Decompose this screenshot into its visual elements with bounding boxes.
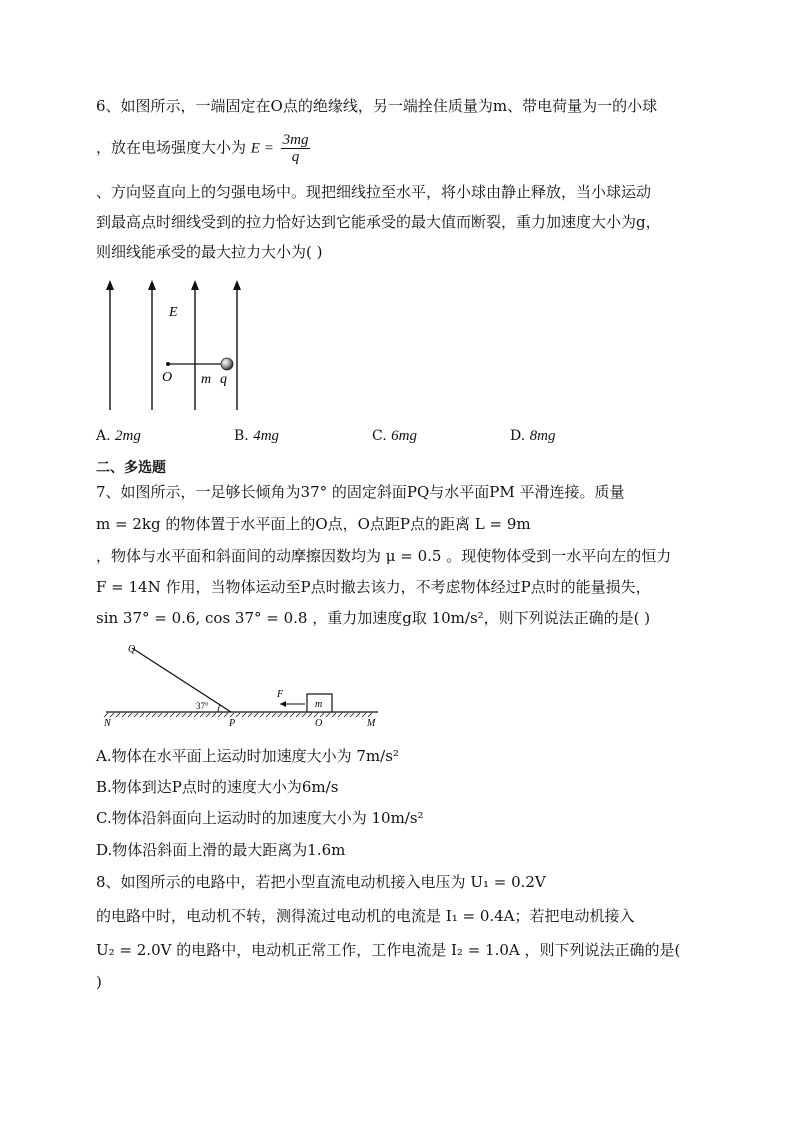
q7-stem-line-3: ，物体与水平面和斜面间的动摩擦因数均为 μ = 0.5 。现使物体受到一水平向左的恒力	[96, 547, 672, 565]
q7-hatch-mark	[308, 713, 312, 717]
q7-hatch-mark	[116, 713, 120, 717]
q7-angle-arc	[218, 705, 220, 712]
q7-hatch-mark	[260, 713, 264, 717]
q6-label-q: q	[220, 372, 227, 387]
q7-label-O: O	[315, 718, 323, 729]
q8-stem-line-1: 8、如图所示的电路中，若把小型直流电动机接入电压为 U₁ = 0.2V	[96, 873, 546, 891]
q6-formula-lhs: E =	[250, 140, 274, 157]
q6-option-a	[96, 426, 141, 446]
q7-hatch-mark	[170, 713, 174, 717]
section-heading-multiple-choice: 二、多选题	[96, 460, 166, 476]
q7-hatch-mark	[368, 713, 372, 717]
q7-hatch-mark	[128, 713, 132, 717]
q8-stem-line-2: 的电路中时，电动机不转，测得流过电动机的电流是 I₁ = 0.4A；若把电动机接入	[96, 907, 635, 925]
q6-option-a-value: 2mg	[115, 428, 141, 444]
q6-formula-numerator: 3mg	[282, 132, 309, 148]
q7-hatch-mark	[332, 713, 336, 717]
q7-hatch-mark	[158, 713, 162, 717]
q7-stem-line-5: sin 37° = 0.6, cos 37° = 0.8 ，重力加速度g取 10m/s²，则下列说法正确的是( )	[96, 609, 651, 627]
q6-option-c	[372, 426, 417, 446]
q6-option-b	[234, 426, 279, 446]
q7-figure-incline	[100, 638, 385, 730]
q7-hatch-mark	[122, 713, 126, 717]
q6-stem-line-2-text: ，放在电场强度大小为	[96, 138, 247, 157]
q6-field-lines	[106, 280, 241, 410]
q7-hatch-mark	[164, 713, 168, 717]
q6-label-m: m	[201, 372, 212, 387]
q7-hatch-mark	[284, 713, 288, 717]
q7-hatch-mark	[344, 713, 348, 717]
q7-hatch-mark	[242, 713, 246, 717]
q7-hatch-mark	[248, 713, 252, 717]
q7-hatch-mark	[254, 713, 258, 717]
q6-option-a-letter: A.	[96, 428, 111, 444]
q6-label-E: E	[169, 305, 178, 320]
q6-option-b-value: 4mg	[253, 428, 280, 444]
q7-hatch-mark	[176, 713, 180, 717]
q6-field-arrow-2	[148, 280, 156, 290]
q7-hatch-mark	[338, 713, 342, 717]
q7-hatch-mark	[218, 713, 222, 717]
q7-label-angle: 37°	[196, 701, 209, 711]
q6-stem-line-5: 则细线能承受的最大拉力大小为( )	[96, 243, 323, 261]
q7-hatch-mark	[314, 713, 318, 717]
q6-field-arrow-3	[191, 280, 199, 290]
q7-incline-surface	[132, 648, 231, 712]
q6-stem-line-4: 到最高点时细线受到的拉力恰好达到它能承受的最大值而断裂，重力加速度大小为g，	[96, 213, 661, 231]
q7-hatch-mark	[230, 713, 234, 717]
q6-option-c-value: 6mg	[391, 428, 417, 444]
q7-option-b: B.物体到达P点时的速度大小为6m/s	[96, 778, 339, 796]
q7-hatch-mark	[206, 713, 210, 717]
q7-stem-line-4: F = 14N 作用，当物体运动至P点时撤去该力，不考虑物体经过P点时的能量损失，	[96, 578, 651, 596]
q6-field-arrow-4	[233, 280, 241, 290]
q6-option-d-letter: D.	[510, 428, 526, 444]
q6-formula-fraction	[281, 132, 311, 165]
q7-label-P: P	[229, 718, 236, 729]
q7-stem-line-2: m = 2kg 的物体置于水平面上的O点，O点距P点的距离 L = 9m	[96, 515, 531, 533]
q7-ground-hatching	[104, 713, 372, 717]
q7-label-M: M	[367, 718, 376, 729]
q7-hatch-mark	[236, 713, 240, 717]
q7-option-c: C.物体沿斜面向上运动时的加速度大小为 10m/s²	[96, 809, 424, 827]
q8-stem-line-3: U₂ = 2.0V 的电路中，电动机正常工作，工作电流是 I₂ = 1.0A ，则下列说法正确的是(	[96, 941, 681, 959]
q7-hatch-mark	[140, 713, 144, 717]
q7-stem-line-1: 7、如图所示，一足够长倾角为37° 的固定斜面PQ与水平面PM 平滑连接。质量	[96, 483, 625, 501]
q6-option-b-letter: B.	[234, 428, 249, 444]
q7-hatch-mark	[110, 713, 114, 717]
q7-hatch-mark	[356, 713, 360, 717]
q7-hatch-mark	[326, 713, 330, 717]
q7-force-arrowhead	[280, 701, 286, 707]
q7-hatch-mark	[188, 713, 192, 717]
q7-hatch-mark	[104, 713, 108, 717]
q7-hatch-mark	[182, 713, 186, 717]
q6-option-d-value: 8mg	[529, 428, 556, 444]
q7-label-m: m	[315, 699, 323, 710]
q7-hatch-mark	[212, 713, 216, 717]
q7-hatch-mark	[320, 713, 324, 717]
q6-stem-line-3: 、方向竖直向上的匀强电场中。现把细线拉至水平，将小球由静止释放，当小球运动	[96, 183, 652, 201]
q7-option-d: D.物体沿斜面上滑的最大距离为1.6m	[96, 841, 346, 859]
q6-label-O: O	[162, 370, 173, 385]
q7-hatch-mark	[302, 713, 306, 717]
q7-hatch-mark	[296, 713, 300, 717]
q7-hatch-mark	[134, 713, 138, 717]
q6-field-arrow-1	[106, 280, 114, 290]
q7-label-Q: Q	[128, 644, 136, 655]
q7-label-F: F	[277, 689, 284, 700]
q6-option-d	[510, 426, 555, 446]
q7-hatch-mark	[152, 713, 156, 717]
q7-hatch-mark	[362, 713, 366, 717]
q7-hatch-mark	[350, 713, 354, 717]
q7-hatch-mark	[278, 713, 282, 717]
q7-hatch-mark	[290, 713, 294, 717]
q6-stem-line-1: 6、如图所示，一端固定在O点的绝缘线，另一端拴住质量为m、带电荷量为一的小球	[96, 97, 658, 115]
q7-hatch-mark	[200, 713, 204, 717]
q6-charged-ball	[221, 358, 233, 370]
q7-option-a: A.物体在水平面上运动时加速度大小为 7m/s²	[96, 747, 399, 765]
q6-stem-line-2	[96, 132, 310, 165]
q7-hatch-mark	[272, 713, 276, 717]
q7-hatch-mark	[224, 713, 228, 717]
q7-hatch-mark	[146, 713, 150, 717]
q7-hatch-mark	[266, 713, 270, 717]
q6-option-c-letter: C.	[372, 428, 387, 444]
q6-figure-electric-field	[96, 278, 256, 413]
q6-formula-denominator: q	[291, 149, 300, 165]
q7-hatch-mark	[194, 713, 198, 717]
q8-stem-line-4: )	[96, 973, 102, 991]
q7-label-N: N	[104, 718, 111, 729]
